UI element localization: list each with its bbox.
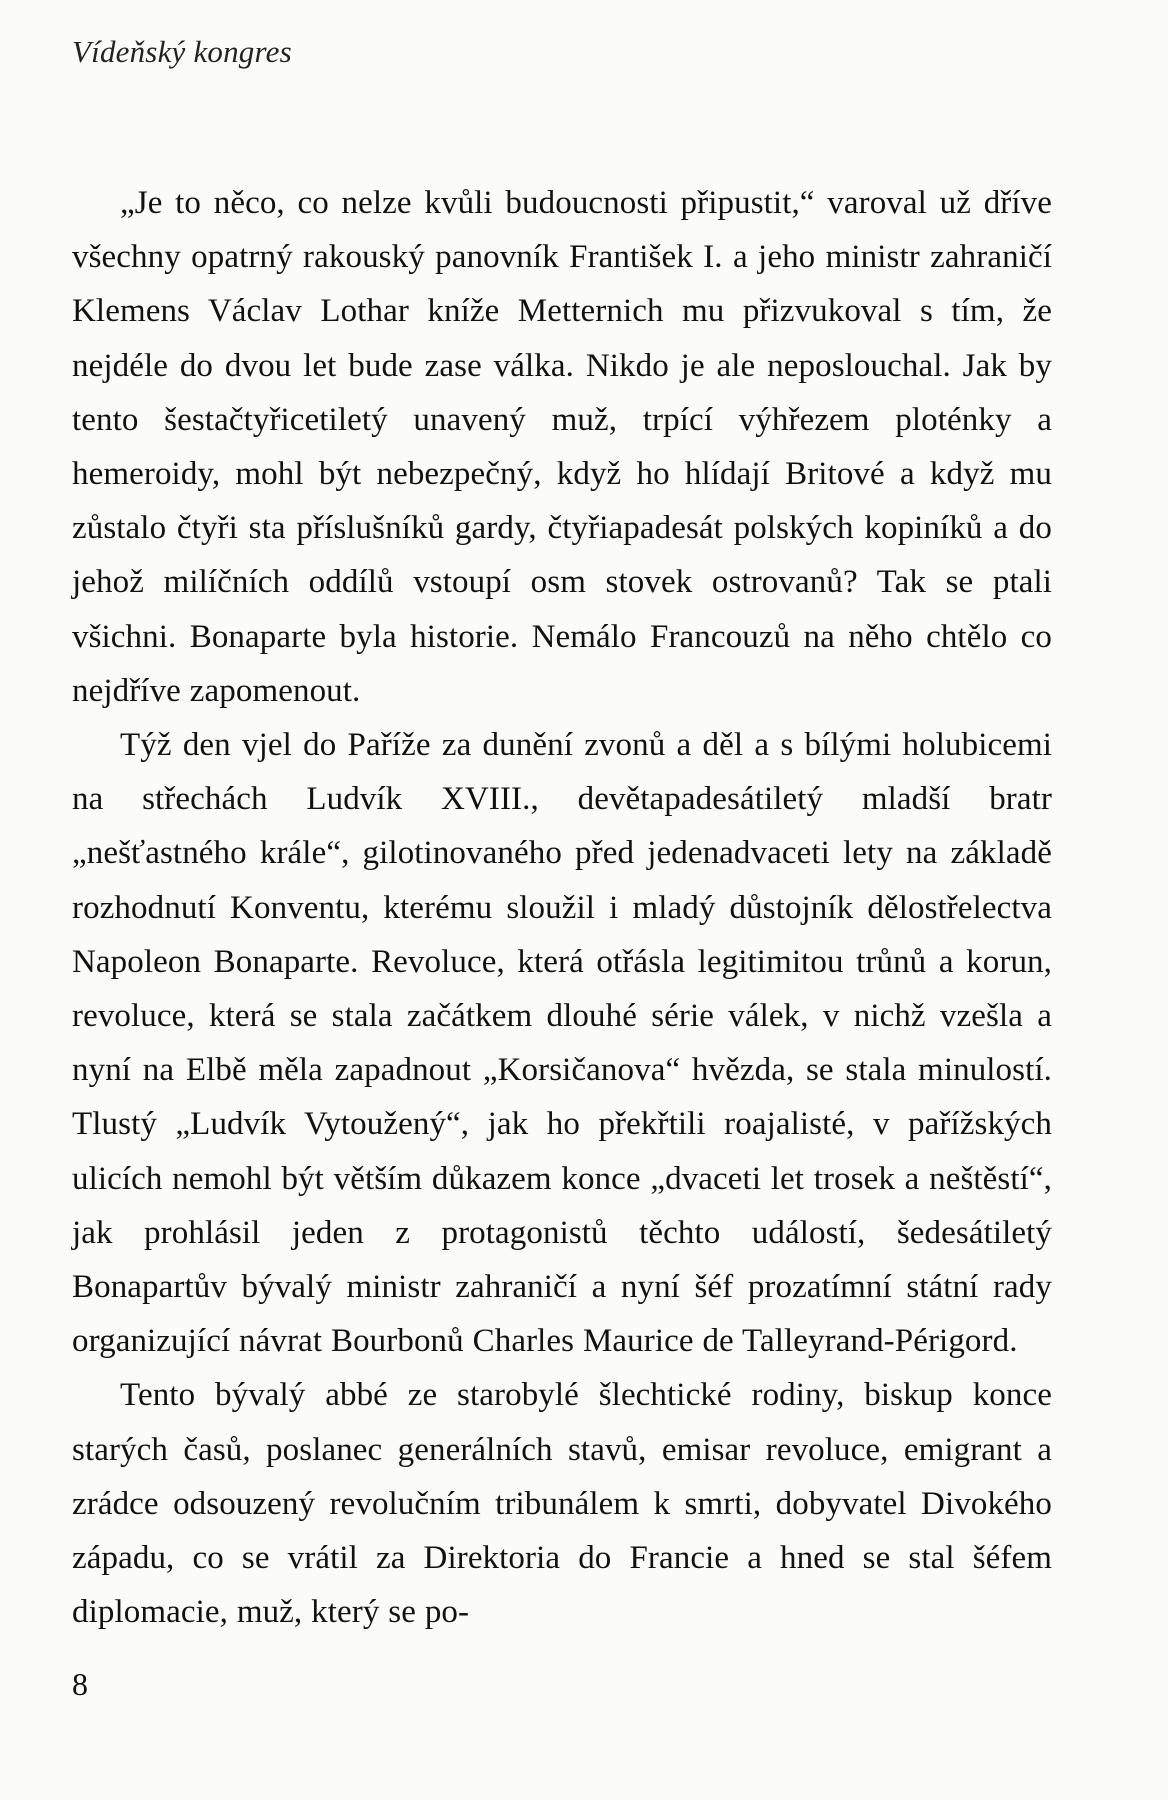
paragraph-2: Týž den vjel do Paříže za dunění zvonů a děl a s bílými holubicemi na střechách Ludvík XVIII., devětapadesátiletý mladší bratr „nešťastného krále“, gilotinovaného před jedenadvaceti lety na základě rozhodnutí Konventu, kterému sloužil i mladý důstojník dělostřelectva Napoleon Bonaparte. Revoluce, která otřásla legitimitou trůnů a korun, revoluce, která se stala začátkem dlouhé série válek, v nichž vzešla a nyní na Elbě měla zapadnout „Korsičanova“ hvězda, se stala minulostí. Tlustý „Ludvík Vytoužený“, jak ho překřtili roajalisté, v pařížských ulicích nemohl být větším důkazem konce „dvaceti let trosek a neštěstí“, jak prohlásil jeden z protagonistů těchto událostí, šedesátiletý Bonapartův bývalý ministr zahraničí a nyní šéf prozatímní státní rady organizující návrat Bourbonů Charles Maurice de Talleyrand-Périgord.	[72, 727, 1052, 1360]
paragraph-3: Tento bývalý abbé ze starobylé šlechtické rodiny, biskup konce starých časů, poslanec generálních stavů, emisar revoluce, emigrant a zrádce odsouzený revolučním tribunálem k smrti, dobyvatel Divokého západu, co se vrátil za Direktoria do Francie a hned se stal šéfem diplomacie, muž, který se po-	[72, 1377, 1052, 1631]
paragraph-1: „Je to něco, co nelze kvůli budoucnosti připustit,“ varoval už dříve všechny opatrný rakouský panovník František I. a jeho ministr zahraničí Klemens Václav Lothar kníže Metternich mu přizvukoval s tím, že nejdéle do dvou let bude zase válka. Nikdo je ale neposlouchal. Jak by tento šestačtyřicetiletý unavený muž, trpící výhřezem ploténky a hemeroidy, mohl být nebezpečný, když ho hlídají Britové a když mu zůstalo čtyři sta příslušníků gardy, čtyřiapadesát polských kopiníků a do jehož milíčních oddílů vstoupí osm stovek ostrovanů? Tak se ptali všichni. Bonaparte byla historie. Nemálo Francouzů na něho chtělo co nejdříve zapomenout.	[72, 185, 1052, 709]
running-head: Vídeňský kongres	[72, 34, 292, 69]
text-column	[72, 176, 1052, 1639]
page-number: 8	[72, 1666, 88, 1702]
